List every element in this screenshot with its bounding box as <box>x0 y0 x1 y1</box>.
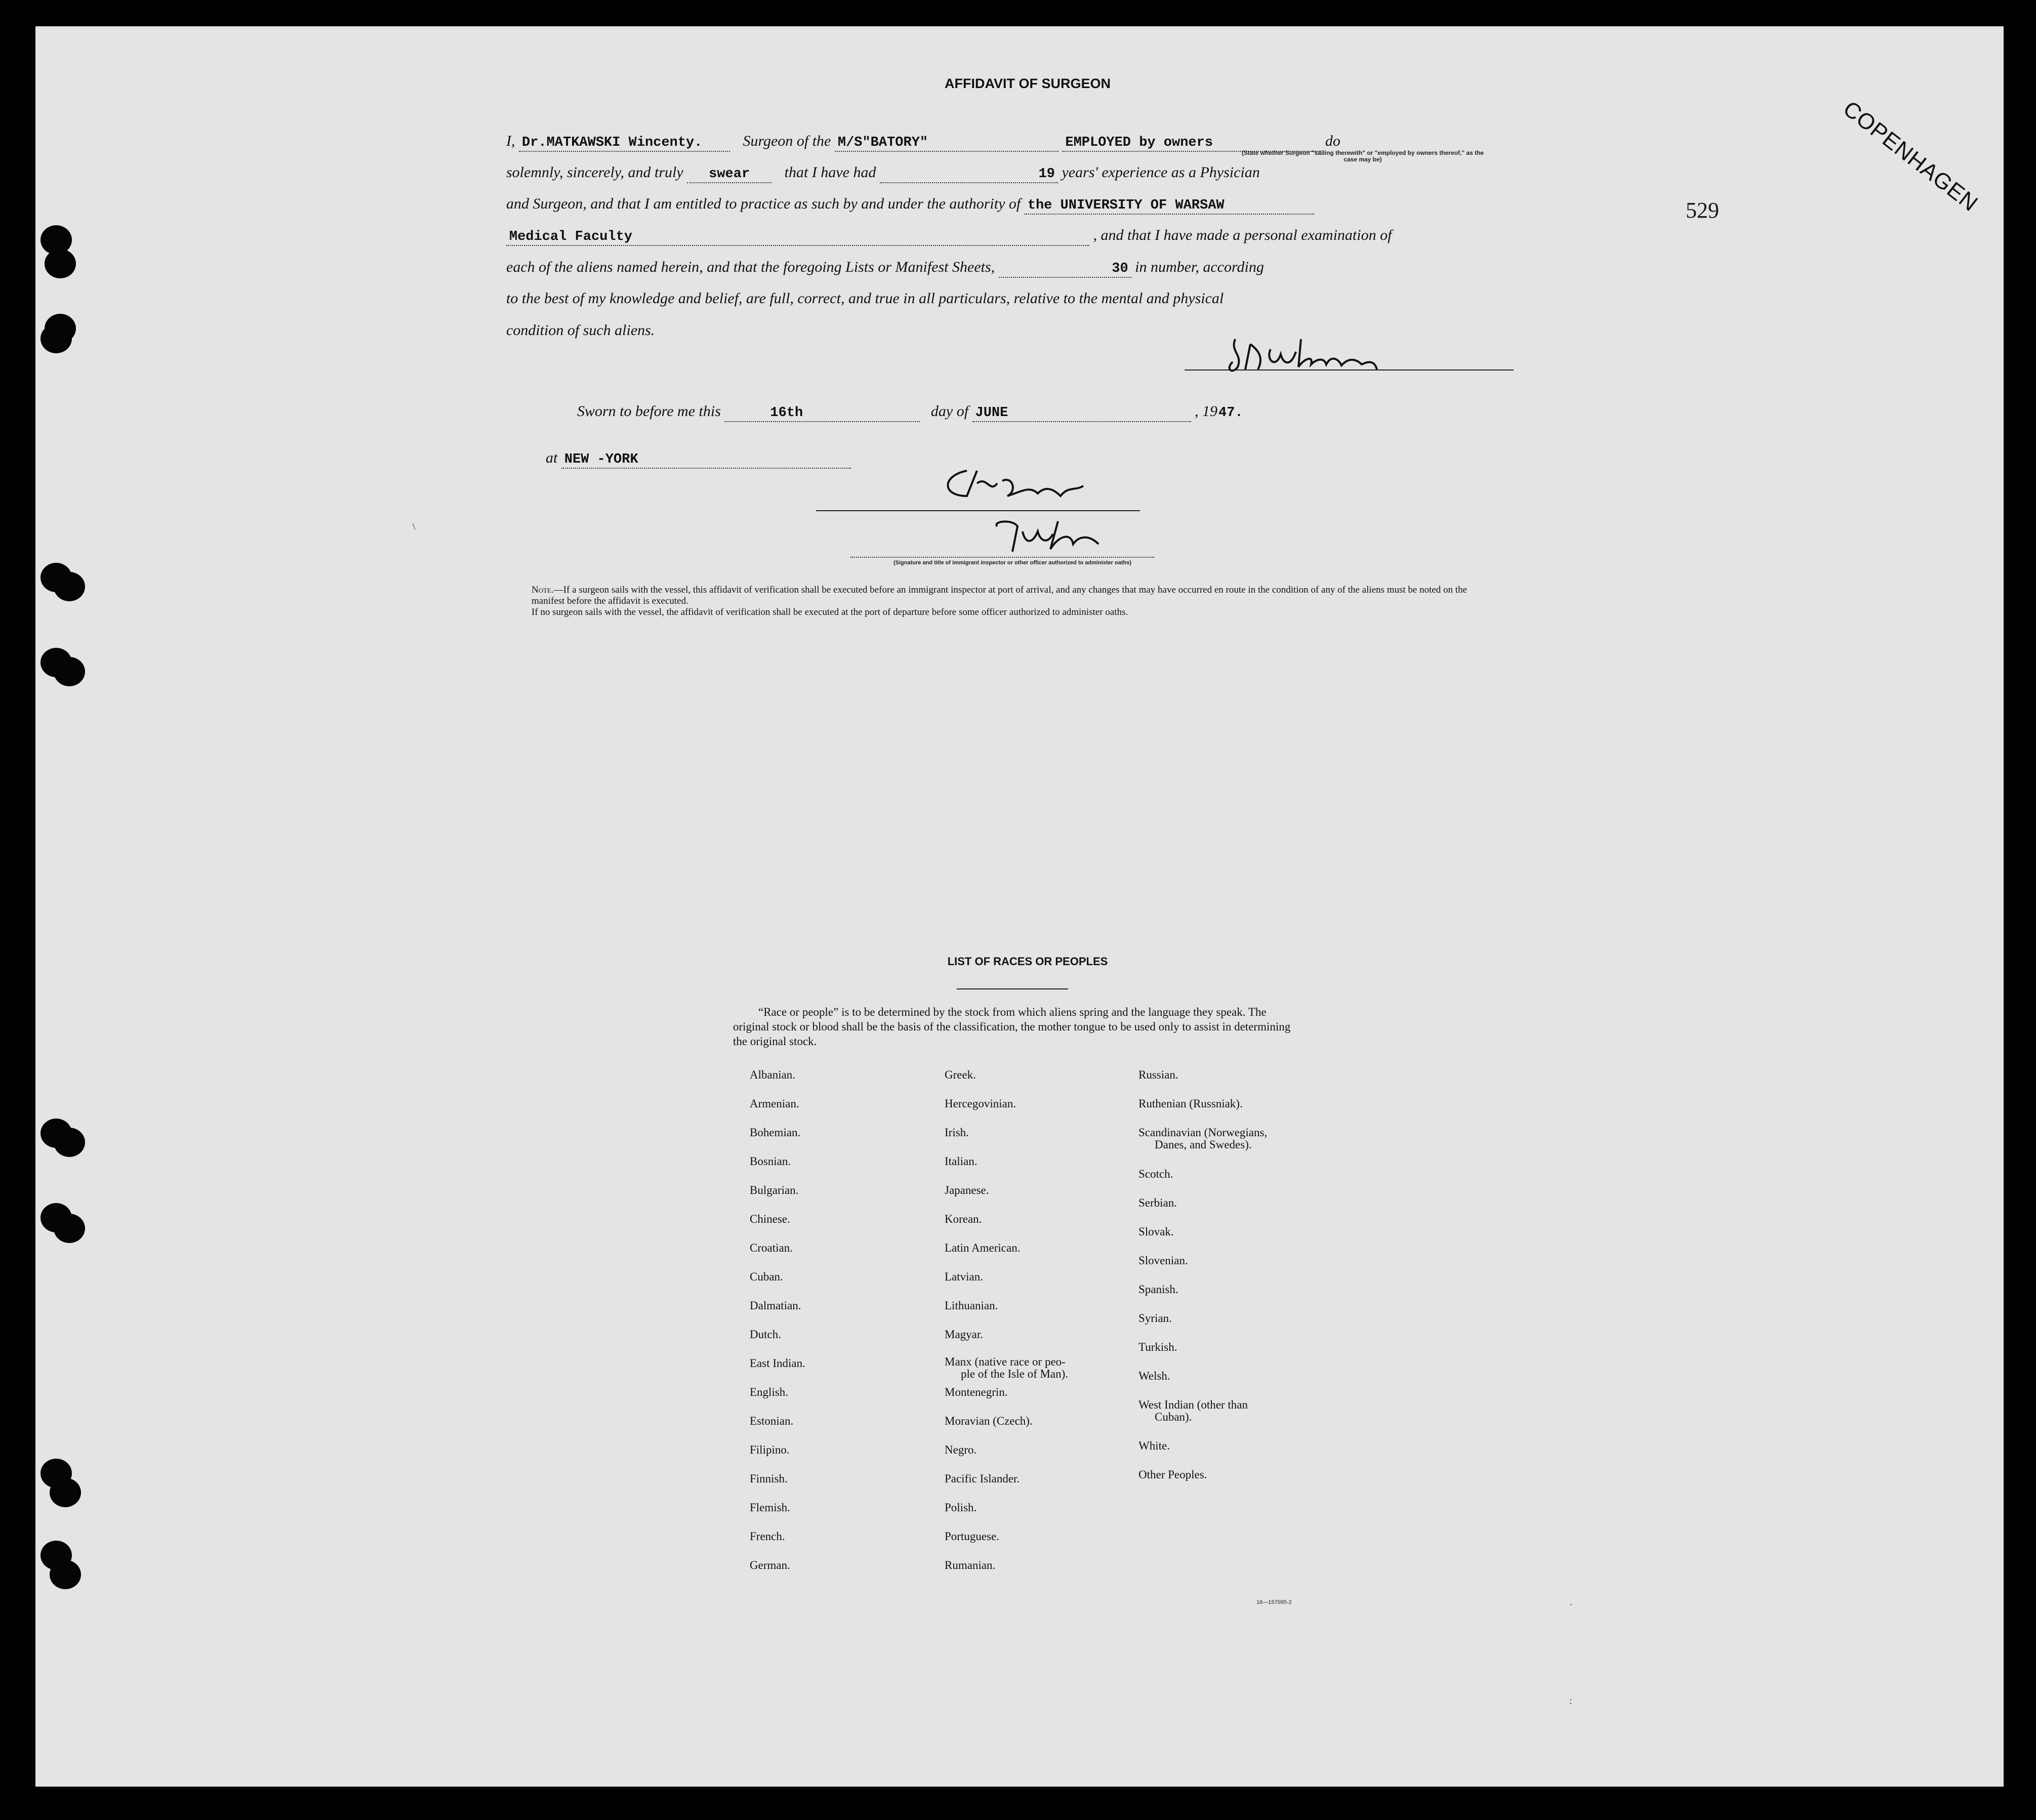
authority-field: the UNIVERSITY OF WARSAW <box>1025 198 1314 215</box>
race-item: Russian. <box>1138 1068 1178 1081</box>
punch-hole <box>50 1560 81 1589</box>
affidavit-note <box>506 585 1483 618</box>
sheets-count-field: 30 <box>999 262 1131 278</box>
race-item: Pacific Islander. <box>945 1472 1020 1485</box>
race-item: Negro. <box>945 1443 977 1456</box>
affidavit-title: AFFIDAVIT OF SURGEON <box>945 76 1111 91</box>
oath-field: swear <box>687 167 771 183</box>
races-title: LIST OF RACES OR PEOPLES <box>947 955 1108 968</box>
race-item: Scandinavian (Norwegians, <box>1138 1126 1268 1139</box>
affidavit-line-3 <box>506 195 1314 215</box>
line5-suffix: in number, according <box>1135 259 1264 275</box>
race-item: Korean. <box>945 1213 982 1225</box>
line4-suffix: , and that I have made a personal examination of <box>1093 227 1392 243</box>
race-item: Slovak. <box>1138 1225 1174 1238</box>
race-item: Italian. <box>945 1155 978 1168</box>
signature-caption: (Signature and title of immigrant inspector or other officer authorized to administer oaths) <box>893 560 1131 566</box>
inspector-signature-line <box>850 557 1154 558</box>
race-item: Syrian. <box>1138 1312 1172 1325</box>
affidavit-line-7: condition of such aliens. <box>506 322 655 339</box>
race-item: Latin American. <box>945 1242 1021 1254</box>
sworn-year-prefix: , 19 <box>1195 403 1218 420</box>
race-item: Portuguese. <box>945 1530 999 1543</box>
affidavit-line-2 <box>506 164 1260 183</box>
line1-mid: Surgeon of the <box>743 133 831 149</box>
line2-suffix: years' experience as a Physician <box>1062 164 1260 181</box>
sworn-month-field: JUNE <box>972 406 1191 422</box>
note-para-1-text: —If a surgeon sails with the vessel, this affidavit of verification shall be executed before an immigrant inspector at port of arrival, and any changes that may have occurred en route in the condition of any of the aliens must be noted on the manifest before the affidavit is executed. <box>532 585 1468 606</box>
affidavit-line-6: to the best of my knowledge and belief, are full, correct, and true in all particulars, relative to the mental and physical <box>506 290 1224 307</box>
race-item: Bosnian. <box>750 1155 791 1168</box>
race-item: Greek. <box>945 1068 976 1081</box>
line2-mid: that I have had <box>784 164 876 181</box>
race-item: Dutch. <box>750 1328 781 1341</box>
form-code: 16—157095-2 <box>1256 1599 1292 1605</box>
punch-hole <box>54 1214 85 1243</box>
race-item: Hercegovinian. <box>945 1097 1016 1110</box>
race-item: Chinese. <box>750 1213 790 1225</box>
race-item: Flemish. <box>750 1501 790 1514</box>
sworn-day-field: 16th <box>724 406 920 422</box>
surgeon-name-field: Dr.MATKAWSKI Wincenty. <box>519 136 730 152</box>
employment-note: (State whether Surgeon "sailing therewith" or "employed by owners thereof," as the case may be) <box>1241 149 1484 163</box>
inspector-signature <box>936 456 1149 557</box>
punch-hole <box>40 324 72 353</box>
race-item: Rumanian. <box>945 1559 996 1571</box>
race-item: Serbian. <box>1138 1196 1177 1209</box>
race-item-continued: Danes, and Swedes). <box>1155 1138 1252 1151</box>
race-item: East Indian. <box>750 1357 805 1370</box>
race-item: Polish. <box>945 1501 977 1514</box>
race-item: Armenian. <box>750 1097 799 1110</box>
race-item: Finnish. <box>750 1472 788 1485</box>
affidavit-line-1 <box>506 133 1340 152</box>
line5-prefix: each of the aliens named herein, and that the foregoing Lists or Manifest Sheets, <box>506 259 995 275</box>
scan-mark: : <box>1569 1695 1572 1707</box>
race-item: Welsh. <box>1138 1370 1170 1382</box>
race-item: Moravian (Czech). <box>945 1415 1033 1427</box>
race-item: Filipino. <box>750 1443 790 1456</box>
race-item: German. <box>750 1559 790 1571</box>
punch-hole <box>54 657 85 686</box>
race-item: French. <box>750 1530 785 1543</box>
punch-hole <box>54 572 85 601</box>
race-item: Latvian. <box>945 1270 983 1283</box>
race-item: White. <box>1138 1439 1170 1452</box>
race-item: Montenegrin. <box>945 1386 1008 1398</box>
note-para-1 <box>506 585 1483 607</box>
inspector-signature-line-top <box>816 510 1140 511</box>
note-label: Note. <box>532 585 554 595</box>
race-item: Croatian. <box>750 1242 793 1254</box>
authority-continued-field: Medical Faculty <box>506 230 1089 246</box>
race-item: Scotch. <box>1138 1168 1173 1180</box>
punch-hole <box>45 249 76 278</box>
surgeon-signature <box>1215 324 1458 380</box>
sworn-prefix: Sworn to before me this <box>577 403 721 420</box>
surgeon-signature-line <box>1185 369 1514 370</box>
page-number: 529 <box>1686 198 1719 223</box>
sworn-line <box>577 403 1244 422</box>
race-item: Other Peoples. <box>1138 1468 1207 1481</box>
line1-prefix: I, <box>506 133 515 149</box>
race-item: Bulgarian. <box>750 1184 799 1196</box>
race-item: Japanese. <box>945 1184 989 1196</box>
race-item: Ruthenian (Russniak). <box>1138 1097 1243 1110</box>
race-item: English. <box>750 1386 789 1398</box>
race-item: Manx (native race or peo- <box>945 1355 1066 1368</box>
affidavit-line-4 <box>506 227 1392 246</box>
line1-suffix: do <box>1325 133 1340 149</box>
place-city-field: NEW -YORK <box>561 452 851 469</box>
races-intro: “Race or people” is to be determined by the stock from which aliens spring and the language they speak. The original stock or blood shall be the basis of the classification, the mother tongue to be used only to assist in determining the original stock. <box>733 1006 1291 1048</box>
line2-prefix: solemnly, sincerely, and truly <box>506 164 683 181</box>
race-item: Magyar. <box>945 1328 984 1341</box>
race-item: Lithuanian. <box>945 1299 998 1312</box>
line3-prefix: and Surgeon, and that I am entitled to practice as such by and under the authority of <box>506 195 1021 212</box>
race-item-continued: ple of the Isle of Man). <box>961 1368 1069 1380</box>
race-item: Slovenian. <box>1138 1254 1188 1267</box>
punch-hole <box>54 1128 85 1157</box>
race-item: Estonian. <box>750 1415 794 1427</box>
race-item: Albanian. <box>750 1068 796 1081</box>
employment-field: EMPLOYED by owners <box>1062 136 1321 152</box>
years-field: 19 <box>880 167 1058 183</box>
copenhagen-stamp: COPENHAGEN <box>1838 96 1983 217</box>
vessel-field: M/S"BATORY" <box>835 136 1058 152</box>
race-item: Dalmatian. <box>750 1299 801 1312</box>
affidavit-line-5 <box>506 259 1264 278</box>
sworn-mid: day of <box>930 403 969 420</box>
sworn-year-field: 47. <box>1218 405 1243 421</box>
races-title-rule <box>957 988 1068 989</box>
race-item: West Indian (other than <box>1138 1398 1248 1411</box>
race-item: Irish. <box>945 1126 969 1139</box>
race-item: Cuban. <box>750 1270 783 1283</box>
race-item: Spanish. <box>1138 1283 1178 1296</box>
place-prefix: at <box>546 449 558 466</box>
scan-mark: · <box>1569 1599 1573 1610</box>
race-item-continued: Cuban). <box>1155 1411 1192 1423</box>
race-item: Bohemian. <box>750 1126 801 1139</box>
punch-hole <box>50 1478 81 1507</box>
scan-mark: \ <box>413 521 416 532</box>
race-item: Turkish. <box>1138 1341 1177 1353</box>
note-para-2: If no surgeon sails with the vessel, the affidavit of verification shall be executed at the port of departure before some officer authorized to administer oaths. <box>532 606 1128 617</box>
place-line <box>546 449 851 469</box>
